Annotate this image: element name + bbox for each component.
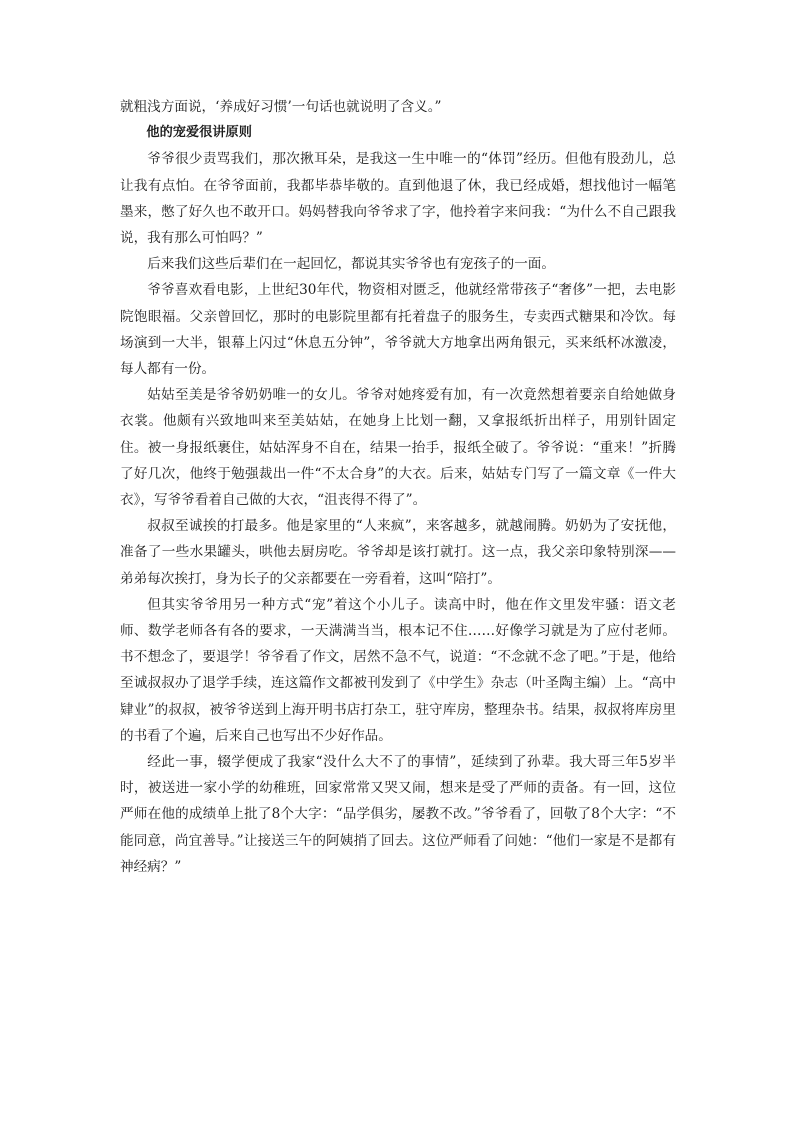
paragraph-movies: 爷爷喜欢看电影，上世纪30年代，物资相对匮乏，他就经常带孩子“奢侈”一把，去电影院饱眼福。父亲曾回忆，那时的电影院里都有托着盘子的服务生，专卖西式糖果和冷饮。每场演到一大半，银幕上闪过“休息五分钟”，爷爷就大方地拿出两角银元，买来纸杯冰激凌，每人都有一份。 [120, 282, 676, 378]
paragraph-uncle-dropout: 但其实爷爷用另一种方式“宠”着这个小儿子。读高中时，他在作文里发牢骚：语文老师、数学老师各有各的要求，一天满满当当，根本记不住……好像学习就是为了应付老师。书不想念了，要退学！爷爷看了作文，居然不急不气，说道：“不念就不念了吧。”于是，他给至诚叔叔办了退学手续，连这篇作文都被刊发到了《中学生》杂志（叶圣陶主编）上。“高中肄业”的叔叔，被爷爷送到上海开明书店打杂工，驻守库房，整理杂书。结果，叔叔将库房里的书看了个遍，后来自己也写出不少好作品。 [120, 596, 676, 744]
section-heading: 他的宠爱很讲原则 [146, 125, 252, 141]
document-page [120, 94, 676, 880]
paragraph-punishment: 爷爷很少责骂我们，那次揪耳朵，是我这一生中唯一的“体罚”经历。但他有股劲儿，总让我有点怕。在爷爷面前，我都毕恭毕敬的。直到他退了休，我已经成婚，想找他讨一幅笔墨来，憋了好久也不敢开口。妈妈替我向爷爷求了字，他拎着字来问我：“为什么不自己跟我说，我有那么可怕吗？” [120, 151, 676, 247]
opening-line: 就粗浅方面说，‘养成好习惯’一句话也就说明了含义。” [120, 99, 442, 115]
paragraph-aunt-coat: 姑姑至美是爷爷奶奶唯一的女儿。爷爷对她疼爱有加，有一次竟然想着要亲自给她做身衣裳。他颇有兴致地叫来至美姑姑，在她身上比划一翻，又拿报纸折出样子，用别针固定住。被一身报纸裹住，姑姑浑身不自在，结果一抬手，报纸全破了。爷爷说：“重来！”折腾了好几次，他终于勉强裁出一件“不太合身”的大衣。后来，姑姑专门写了一篇文章《一件大衣》，写爷爷看着自己做的大衣，“沮丧得不得了”。 [120, 387, 676, 509]
paragraph-spoil-intro: 后来我们这些后辈们在一起回忆，都说其实爷爷也有宠孩子的一面。 [147, 256, 555, 273]
paragraph-grandson-school: 经此一事，辍学便成了我家“没什么大不了的事情”，延续到了孙辈。我大哥三年5岁半时，被送进一家小学的幼稚班，回家常常又哭又闹，想来是受了严师的责备。有一回，这位严师在他的成绩单上批了8个大字：“品学俱劣，屡教不改。”爷爷看了，回敬了8个大字：“不能同意，尚宜善导。”让接送三午的阿姨捎了回去。这位严师看了问她：“他们一家是不是都有神经病？” [120, 754, 676, 875]
paragraph-uncle-beatings: 叔叔至诚挨的打最多。他是家里的“人来疯”，来客越多，就越闹腾。奶奶为了安抚他，准备了一些水果罐头，哄他去厨房吃。爷爷却是该打就打。这一点，我父亲印象特别深——弟弟每次挨打，身为长子的父亲都要在一旁看着，这叫“陪打”。 [120, 518, 676, 587]
